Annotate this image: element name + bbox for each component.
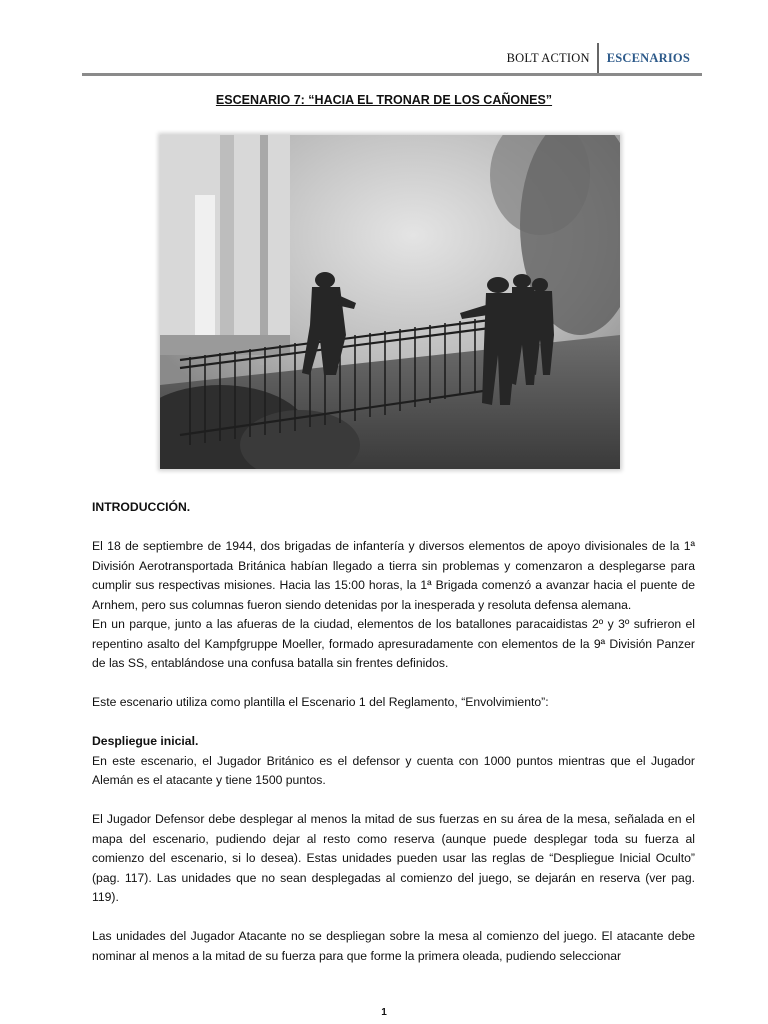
document-body <box>92 498 695 966</box>
paragraph-4: En este escenario, el Jugador Británico es el defensor y cuenta con 1000 puntos mientras que el Jugador Alemán es el atacante y tiene 1500 puntos. <box>92 753 695 787</box>
paragraph-6: Las unidades del Jugador Atacante no se despliegan sobre la mesa al comienzo del juego. El atacante debe nominar al menos a la mitad de su fuerza para que forme la primera oleada, pudiendo seleccionar <box>92 929 695 963</box>
deploy-heading: Despliegue inicial. <box>92 734 199 748</box>
paragraph-2: En un parque, junto a las afueras de la ciudad, elementos de los batallones paracaidistas 2º y 3º sufrieron el repentino asalto del Kampfgruppe Moeller, formado apresuradamente con elementos de la 9ª División Panzer de las SS, entablándose una confusa batalla sin frentes definidos. <box>92 617 695 670</box>
paragraph-3: Este escenario utiliza como plantilla el Escenario 1 del Reglamento, “Envolvimiento”: <box>92 695 549 709</box>
battle-photo <box>160 135 620 469</box>
header-rule <box>82 73 702 76</box>
header-book-title: BOLT ACTION <box>506 50 590 65</box>
page-number: 1 <box>381 1007 387 1018</box>
paragraph-1: El 18 de septiembre de 1944, dos brigadas de infantería y diversos elementos de apoyo divisionales de la 1ª División Aerotransportada Británica habían llegado a tierra sin problemas y comenzaron a desplegarse para cumplir sus respectivas misiones. Hacia las 15:00 horas, la 1ª Brigada comenzó a avanzar hacia el puente de Arnhem, pero sus columnas fueron siendo detenidas por la inesperada y resoluta defensa alemana. <box>92 539 695 612</box>
scenario-title: ESCENARIO 7: “HACIA EL TRONAR DE LOS CAÑONES” <box>215 93 553 107</box>
page-header <box>507 44 690 72</box>
header-section-title: ESCENARIOS <box>606 50 690 65</box>
paragraph-5: El Jugador Defensor debe desplegar al menos la mitad de sus fuerzas en su área de la mesa, señalada en el mapa del escenario, pudiendo dejar al resto como reserva (aunque puede desplegar toda su fuerza al comienzo del escenario, si lo desea). Estas unidades pueden usar las reglas de “Despliegue Inicial Oculto” (pag. 117). Las unidades que no sean desplegadas al comienzo del juego, se dejarán en reserva (ver pag. 119). <box>92 812 695 904</box>
intro-heading: INTRODUCCIÓN. <box>92 500 191 514</box>
